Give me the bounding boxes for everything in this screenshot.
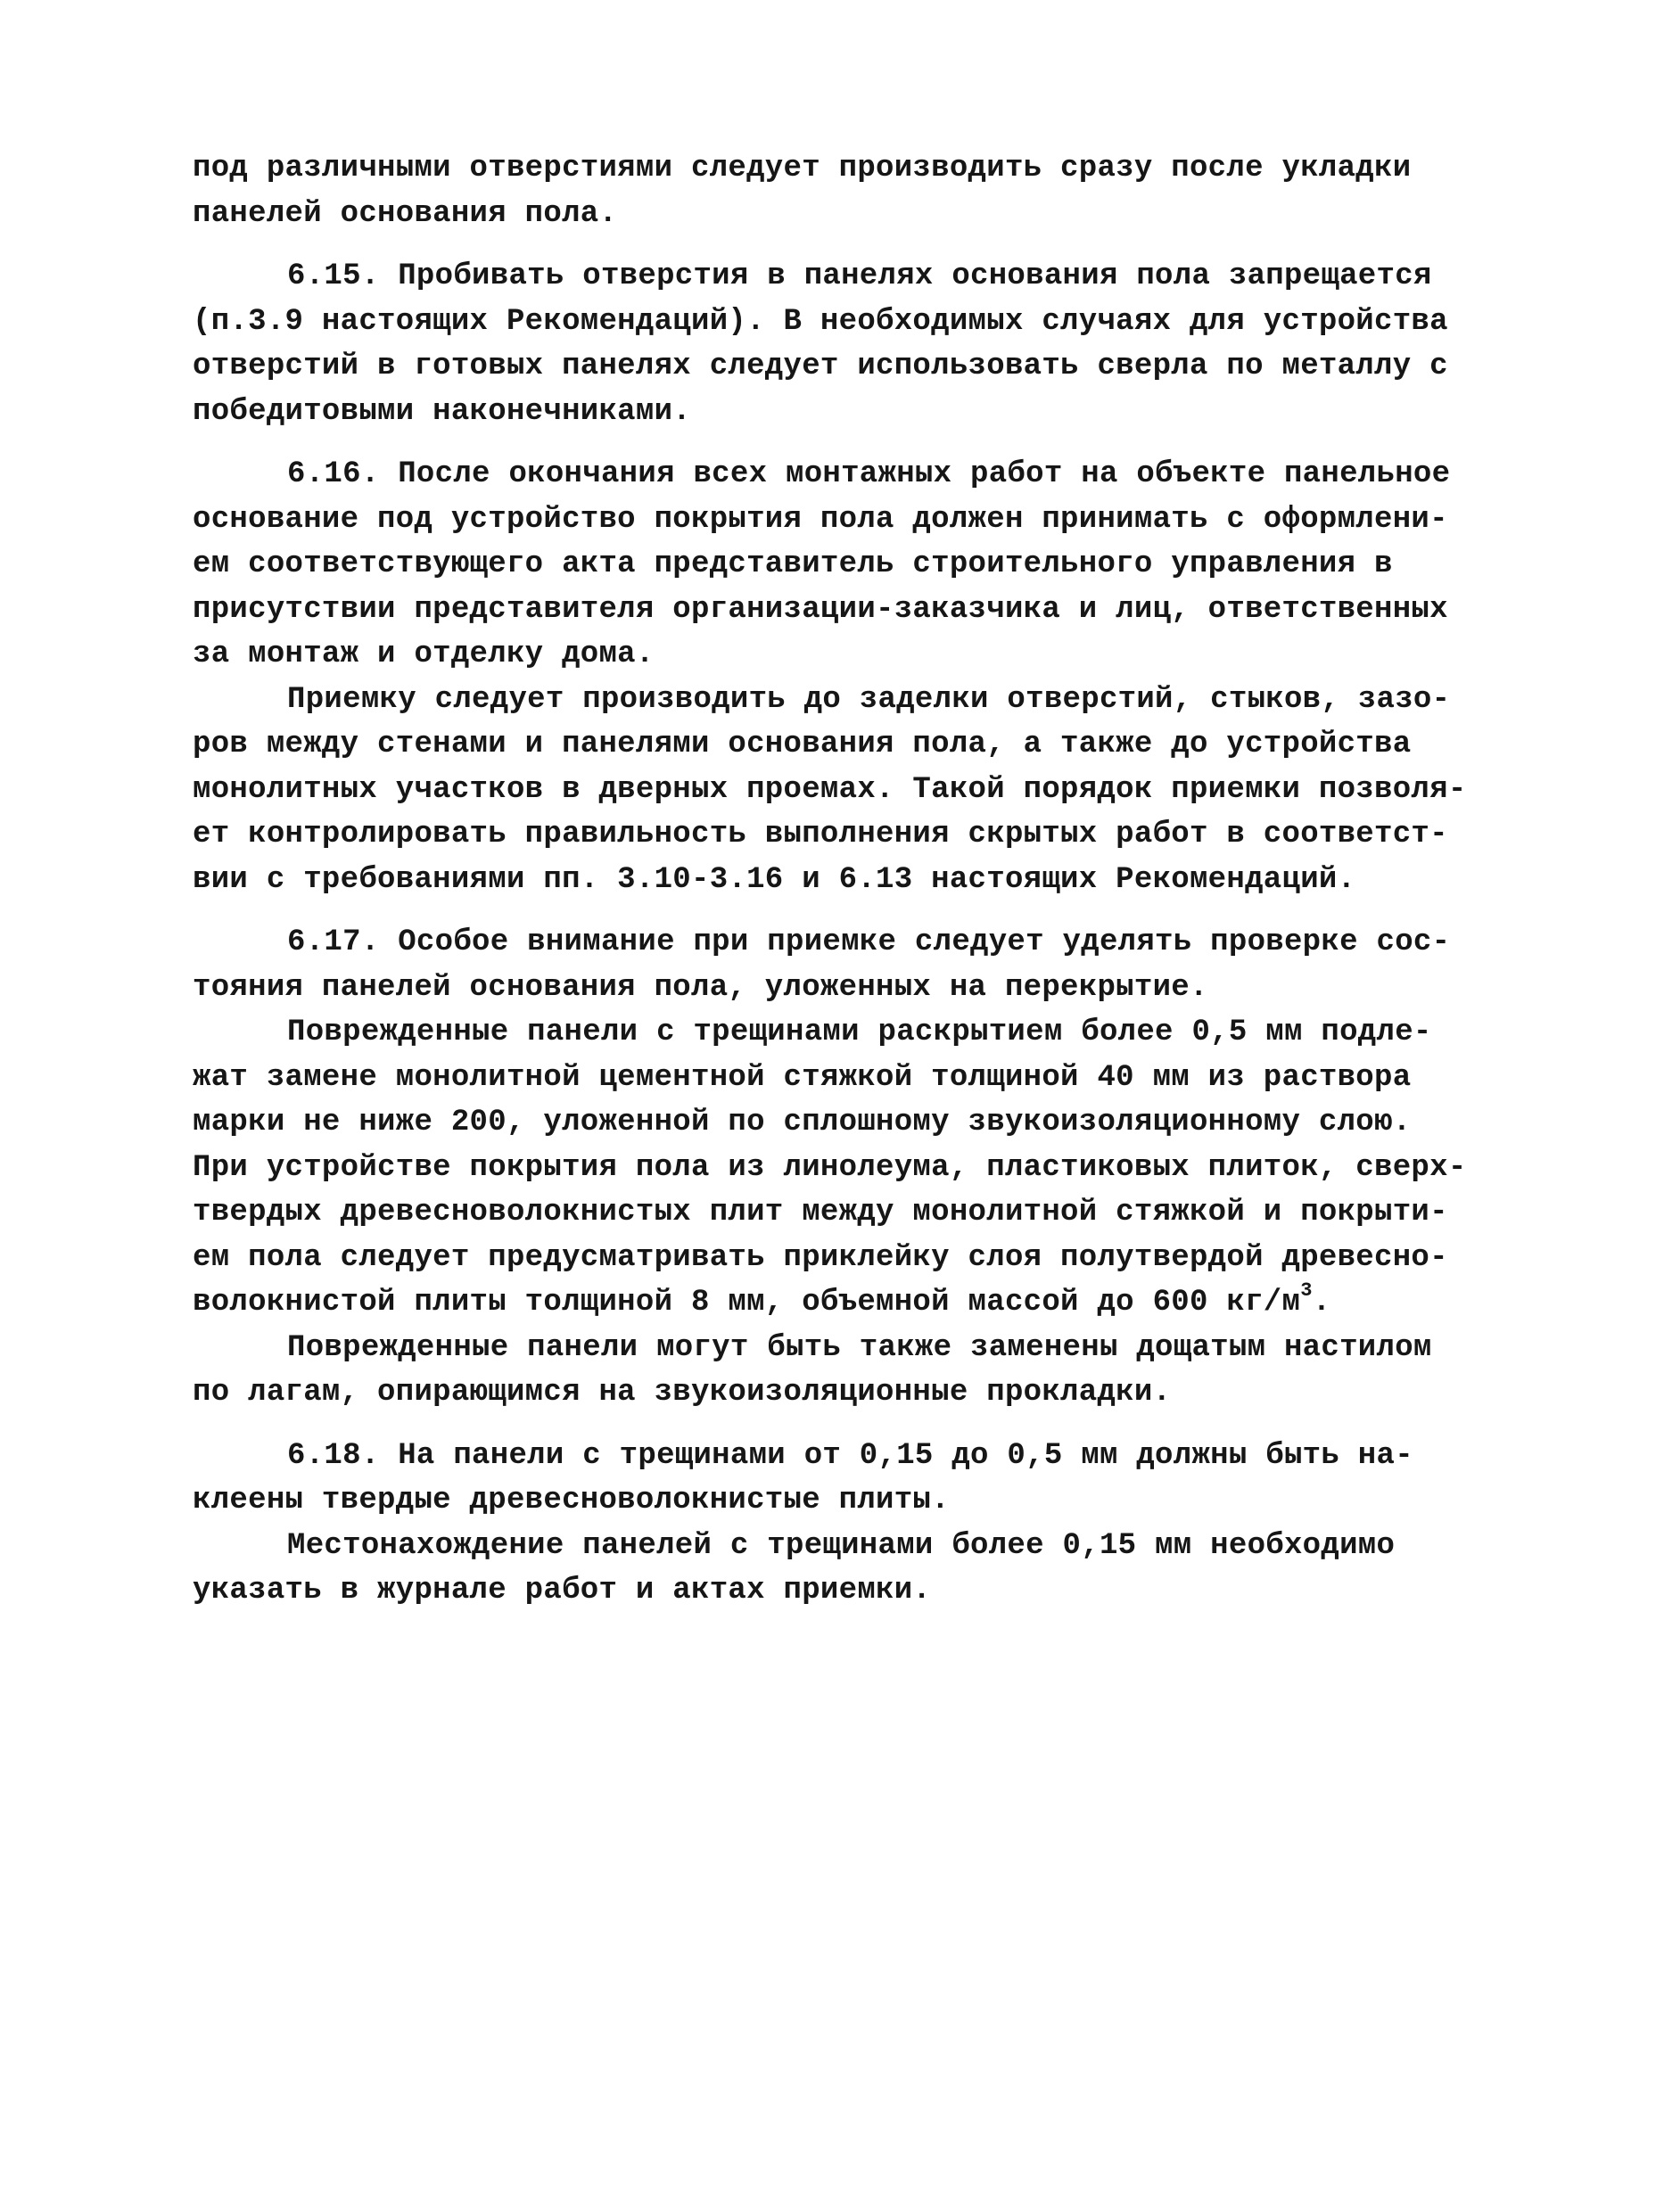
text-line: ров между стенами и панелями основания пола, а также до устройства xyxy=(193,728,1412,761)
text-line: тояния панелей основания пола, уложенных на перекрытие. xyxy=(193,970,1208,1005)
superscript-exponent: 3 xyxy=(1300,1279,1313,1302)
paragraph-6-17-start: 6.17. Особое внимание при приемке следует уделять проверке сос- xyxy=(287,925,1451,959)
text-line: твердых древесноволокнистых плит между монолитной стяжкой и покрыти- xyxy=(193,1196,1448,1229)
paragraph-start: Поврежденные панели с трещинами раскрытием более 0,5 мм подле- xyxy=(287,1016,1432,1049)
text-line: волокнистой плиты толщиной 8 мм, объемной массой до 600 кг/м xyxy=(193,1286,1301,1320)
text-line: жат замене монолитной цементной стяжкой толщиной 40 мм из раствора xyxy=(193,1060,1412,1095)
line-end-period: . xyxy=(1312,1286,1331,1320)
text-line: присутствии представителя организации-заказчика и лиц, ответственных xyxy=(193,592,1448,627)
paragraph-start: Местонахождение панелей с трещинами более 0,15 мм необходимо xyxy=(287,1528,1396,1563)
text-line: указать в журнале работ и актах приемки. xyxy=(193,1574,932,1608)
text-line: ем соответствующего акта представитель строительного управления в xyxy=(193,547,1393,581)
text-line: монолитных участков в дверных проемах. Такой порядок приемки позволя- xyxy=(193,772,1467,807)
text-line: панелей основания пола. xyxy=(193,196,618,231)
text-line: При устройстве покрытия пола из линолеума, пластиковых плиток, сверх- xyxy=(193,1150,1467,1185)
text-line: основание под устройство покрытия пола должен принимать с оформлени- xyxy=(193,502,1448,537)
text-line: вии с требованиями пп. 3.10-3.16 и 6.13 настоящих Рекомендаций. xyxy=(193,862,1356,897)
text-line: отверстий в готовых панелях следует использовать сверла по металлу с xyxy=(193,349,1448,383)
text-line: победитовыми наконечниками. xyxy=(193,394,691,429)
text-line: клеены твердые древесноволокнистые плиты. xyxy=(193,1484,950,1517)
paragraph-6-16-start: 6.16. После окончания всех монтажных работ на объекте панельное xyxy=(287,457,1451,491)
paragraph-6-18-start: 6.18. На панели с трещинами от 0,15 до 0,5 мм должны быть на- xyxy=(287,1438,1413,1473)
text-line: ем пола следует предусматривать приклейку слоя полутвердой древесно- xyxy=(193,1240,1448,1275)
paragraph-start: Приемку следует производить до заделки отверстий, стыков, зазо- xyxy=(287,682,1451,717)
text-line: (п.3.9 настоящих Рекомендаций). В необходимых случаях для устройства xyxy=(193,304,1448,339)
document-page xyxy=(193,146,1477,1614)
paragraph-start: Поврежденные панели могут быть также заменены дощатым настилом xyxy=(287,1330,1432,1365)
text-line: по лагам, опирающимся на звукоизоляционные прокладки. xyxy=(193,1376,1172,1410)
text-line: под различными отверстиями следует производить сразу после укладки xyxy=(193,152,1412,185)
paragraph-6-15-start: 6.15. Пробивать отверстия в панелях основания пола запрещается xyxy=(287,259,1432,293)
text-line: марки не ниже 200, уложенной по сплошному звукоизоляционному слою. xyxy=(193,1106,1412,1139)
text-line: ет контролировать правильность выполнения скрытых работ в соответст- xyxy=(193,818,1448,851)
text-line-with-superscript xyxy=(193,1280,1477,1326)
text-line: за монтаж и отделку дома. xyxy=(193,637,655,671)
